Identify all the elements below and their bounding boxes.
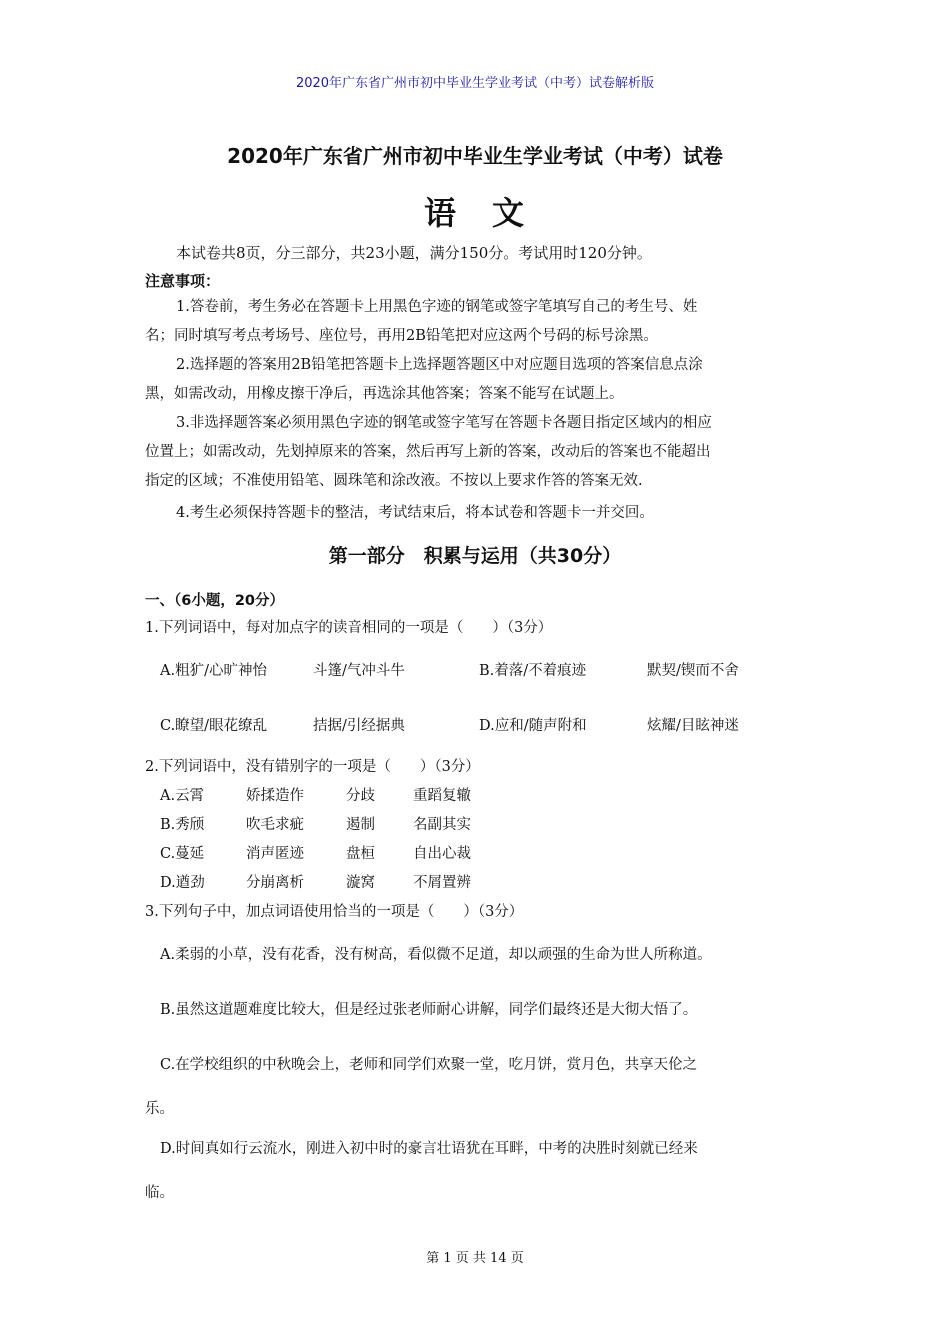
notice-1-line-1: 1.答卷前，考生务必在答题卡上用黑色字迹的钢笔或签字笔填写自己的考生号、姓 <box>176 299 698 315</box>
notice-heading: 注意事项： <box>145 272 221 290</box>
notice-3-line-1: 3.非选择题答案必须用黑色字迹的钢笔或签字笔写在答题卡各题目指定区域内的相应 <box>176 415 712 431</box>
page-header: 2020年广东省广州市初中毕业生学业考试（中考）试卷解析版 <box>295 76 655 91</box>
page-footer: 第 1 页 共 14 页 <box>426 1251 524 1266</box>
q2-option-a-word-4: 重蹈复辙 <box>413 788 471 804</box>
q1-option-d-word-2: 炫耀/目眩神迷 <box>647 718 739 734</box>
q2-option-b-word-1: B.秀颀 <box>160 817 205 833</box>
subject-title: 语 文 <box>423 194 526 232</box>
q2-option-b-word-2: 吹毛求疵 <box>246 817 304 833</box>
q2-option-b-word-4: 名副其实 <box>413 817 471 833</box>
part-heading: 一、（6小题，20分） <box>145 593 285 609</box>
q2-option-c-word-3: 盘桓 <box>346 846 375 862</box>
q1-option-c-word-2: 拮据/引经据典 <box>313 718 405 734</box>
q1-option-b-word-2: 默契/锲而不舍 <box>647 663 739 679</box>
notice-3-line-2: 位置上；如需改动，先划掉原来的答案，然后再写上新的答案，改动后的答案也不能超出 <box>145 444 711 460</box>
q3-option-a: A.柔弱的小草，没有花香，没有树高，看似微不足道，却以顽强的生命为世人所称道。 <box>160 947 712 963</box>
notice-1-line-2: 名；同时填写考点考场号、座位号，再用2B铅笔把对应这两个号码的标号涂黑。 <box>145 328 658 344</box>
q2-option-d-word-2: 分崩离析 <box>246 875 304 891</box>
notice-2-line-1: 2.选择题的答案用2B铅笔把答题卡上选择题答题区中对应题目选项的答案信息点涂 <box>176 357 703 373</box>
notice-3-line-3: 指定的区域；不准使用铅笔、圆珠笔和涂改液。不按以上要求作答的答案无效. <box>145 473 643 489</box>
q2-option-b-word-3: 遏制 <box>346 817 375 833</box>
q2-stem: 2.下列词语中，没有错别字的一项是（ ）（3分） <box>145 759 480 775</box>
exam-intro: 本试卷共8页，分三部分，共23小题，满分150分。考试用时120分钟。 <box>176 244 652 262</box>
q3-option-c-line-2: 乐。 <box>145 1101 174 1117</box>
q2-option-d-word-3: 漩窝 <box>346 875 375 891</box>
q1-option-a-word-2: 斗篷/气冲斗牛 <box>313 663 405 679</box>
q1-option-a-word-1: A.粗犷/心旷神怡 <box>160 663 267 679</box>
q3-stem: 3.下列句子中，加点词语使用恰当的一项是（ ）（3分） <box>145 904 524 920</box>
q3-option-b: B.虽然这道题难度比较大，但是经过张老师耐心讲解，同学们最终还是大彻大悟了。 <box>160 1002 698 1018</box>
section-title: 第一部分 积累与运用（共30分） <box>328 545 622 567</box>
q1-option-c-word-1: C.瞭望/眼花缭乱 <box>160 718 268 734</box>
q2-option-c-word-4: 自出心裁 <box>413 846 471 862</box>
q3-option-c-line-1: C.在学校组织的中秋晚会上，老师和同学们欢聚一堂，吃月饼，赏月色，共享天伦之 <box>160 1057 698 1073</box>
exam-title: 2020年广东省广州市初中毕业生学业考试（中考）试卷 <box>227 144 723 168</box>
q2-option-d-word-4: 不屑置辨 <box>413 875 471 891</box>
q3-option-d-line-1: D.时间真如行云流水，刚进入初中时的豪言壮语犹在耳畔，中考的决胜时刻就已经来 <box>160 1141 698 1157</box>
q1-stem: 1.下列词语中，每对加点字的读音相同的一项是（ ）（3分） <box>145 620 553 636</box>
q2-option-d-word-1: D.遒劲 <box>160 875 205 891</box>
q3-option-d-line-2: 临。 <box>145 1185 174 1201</box>
q2-option-a-word-3: 分歧 <box>346 788 375 804</box>
q2-option-c-word-2: 消声匿迹 <box>246 846 304 862</box>
notice-2-line-2: 黑，如需改动，用橡皮擦干净后，再选涂其他答案；答案不能写在试题上。 <box>145 386 624 402</box>
q2-option-a-word-2: 娇揉造作 <box>246 788 304 804</box>
q2-option-a-word-1: A.云霄 <box>160 788 205 804</box>
notice-4-line-1: 4.考生必须保持答题卡的整洁，考试结束后，将本试卷和答题卡一并交回。 <box>176 505 654 521</box>
q2-option-c-word-1: C.蔓延 <box>160 846 205 862</box>
q1-option-b-word-1: B.着落/不着痕迹 <box>479 663 587 679</box>
q1-option-d-word-1: D.应和/随声附和 <box>479 718 587 734</box>
